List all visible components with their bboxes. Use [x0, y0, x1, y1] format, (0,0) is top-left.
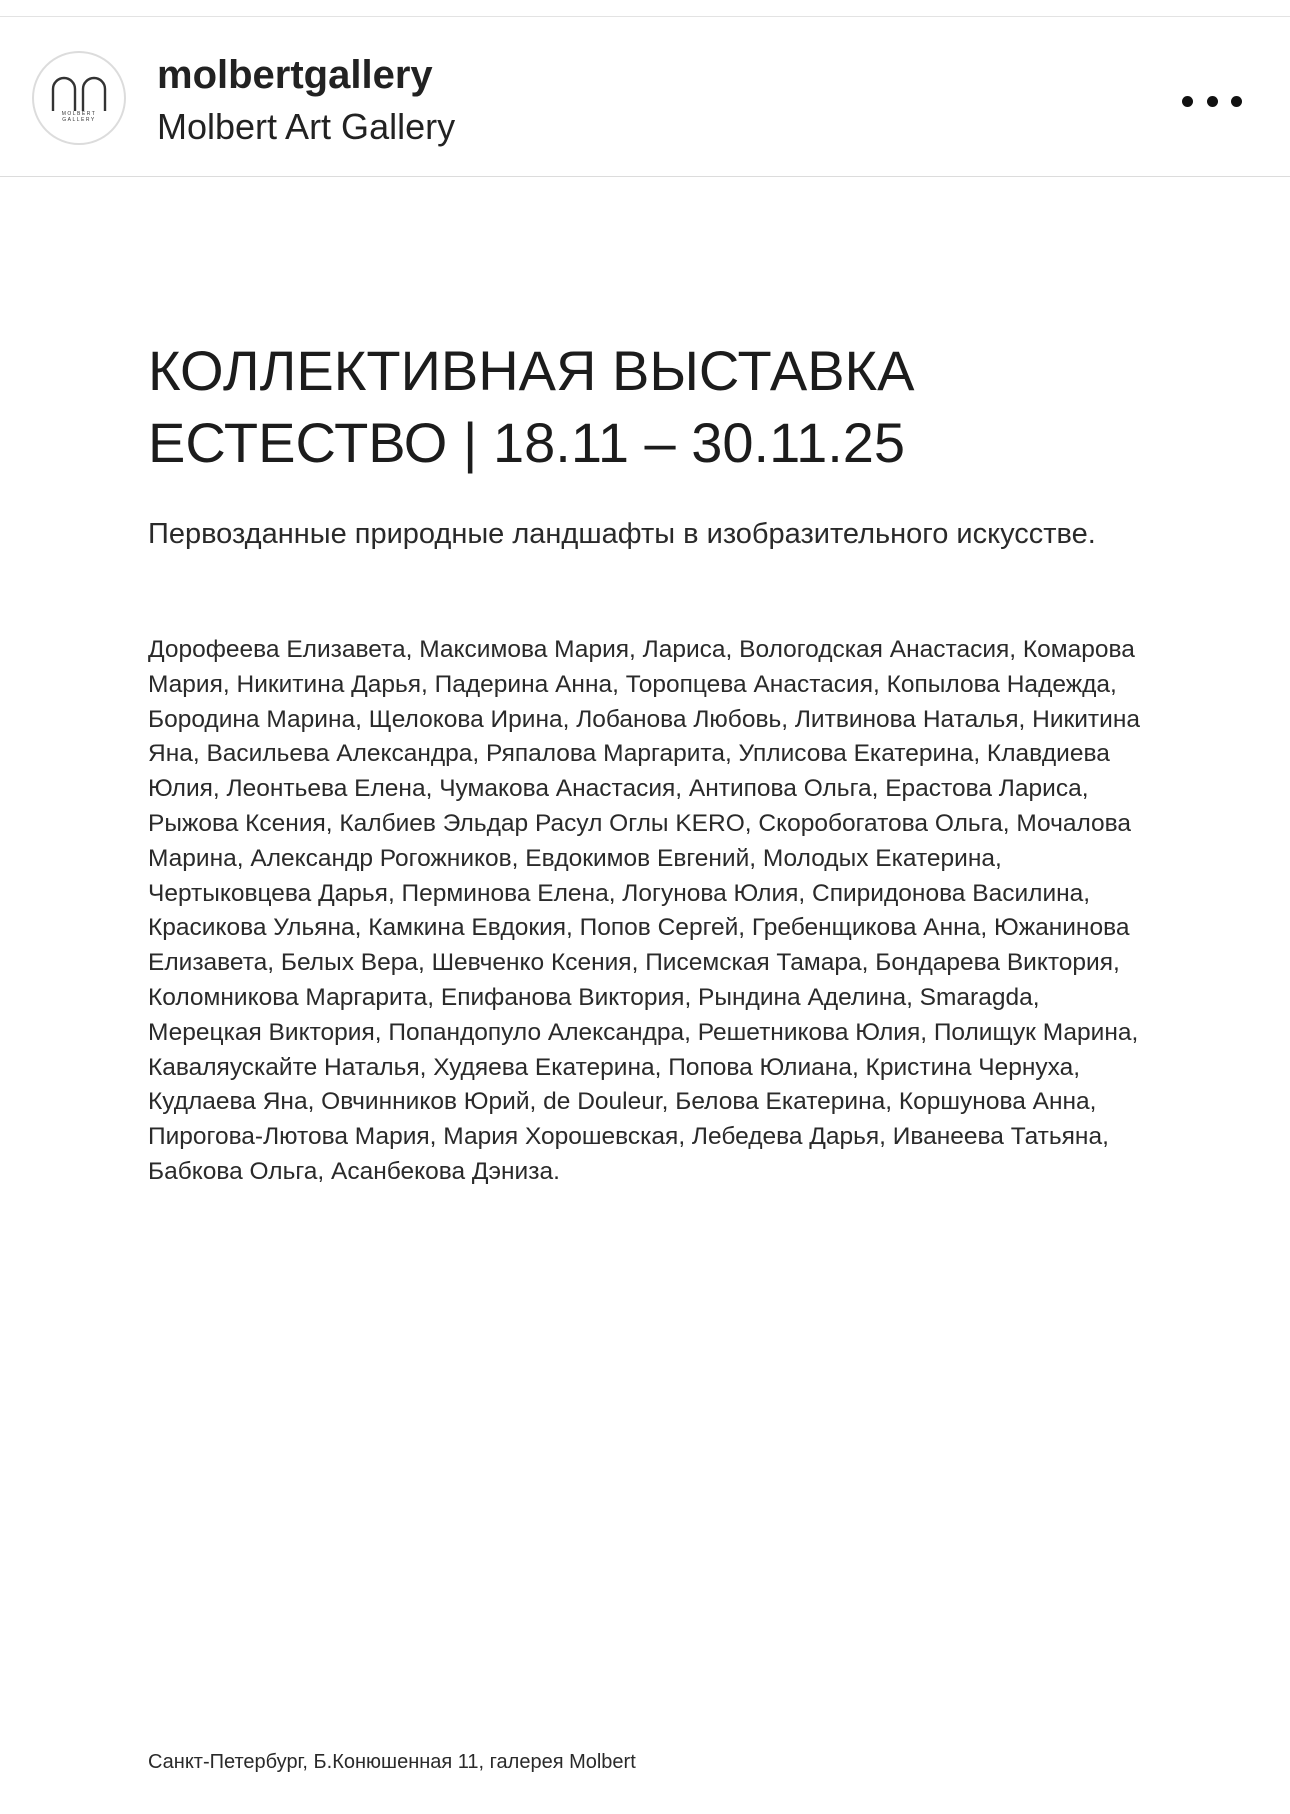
- gallery-address: Санкт-Петербург, Б.Конюшенная 11, галерея Molbert: [148, 1751, 636, 1773]
- molbert-logo-icon: [34, 53, 124, 143]
- avatar[interactable]: [32, 51, 126, 145]
- dot: [1182, 96, 1193, 107]
- exhibition-title-line1: КОЛЛЕКТИВНАЯ ВЫСТАВКА: [148, 339, 915, 402]
- post-image: [0, 177, 1290, 1814]
- dot: [1231, 96, 1242, 107]
- dot: [1207, 96, 1218, 107]
- svg-text:MOLBERT: MOLBERT: [61, 111, 97, 117]
- exhibition-title: [148, 335, 915, 479]
- more-horizontal-icon[interactable]: [1182, 87, 1242, 115]
- account-name[interactable]: molbertgallery: [157, 53, 433, 97]
- svg-text:GALLERY: GALLERY: [62, 117, 96, 123]
- exhibition-subtitle: Первозданные природные ландшафты в изобразительного искусстве.: [148, 518, 1096, 550]
- artists-list: Дорофеева Елизавета, Максимова Мария, Лариса, Вологодская Анастасия, Комарова Мария, Никитина Дарья, Падерина Анна, Торопцева Анастасия, Копылова Надежда, Бородина Марина, Щелокова Ирина, Лобанова Любовь, Литвинова Наталья, Никитина Яна, Васильева Александра, Ряпалова Маргарита, Уплисова Екатерина, Клавдиева Юлия, Леонтьева Елена, Чумакова Анастасия, Антипова Ольга, Ерастова Лариса, Рыжова Ксения, Калбиев Эльдар Расул Оглы KERO, Скоробогатова Ольга, Мочалова Марина, Александр Рогожников, Евдокимов Евгений, Молодых Екатерина, Чертыковцева Дарья, Перминова Елена, Логунова Юлия, Спиридонова Василина, Красикова Ульяна, Камкина Евдокия, Попов Сергей, Гребенщикова Анна, Южанинова Елизавета, Белых Вера, Шевченко Ксения, Писемская Тамара, Бондарева Виктория, Коломникова Маргарита, Епифанова Виктория, Рындина Аделина, Smaragda, Мерецкая Виктория, Попандопуло Александра, Решетникова Юлия, Полищук Марина, Каваляускайте Наталья, Худяева Екатерина, Попова Юлиана, Кристина Чернуха, Кудлаева Яна, Овчинников Юрий, de Douleur, Белова Екатерина, Коршунова Анна, Пирогова-Лютова Мария, Мария Хорошевская, Лебедева Дарья, Иванеева Татьяна, Бабкова Ольга, Асанбекова Дэниза.: [148, 636, 1140, 1185]
- post-header: [0, 17, 1290, 177]
- exhibition-title-line2: ЕСТЕСТВО | 18.11 – 30.11.25: [148, 411, 906, 474]
- account-subtitle: Molbert Art Gallery: [157, 106, 456, 147]
